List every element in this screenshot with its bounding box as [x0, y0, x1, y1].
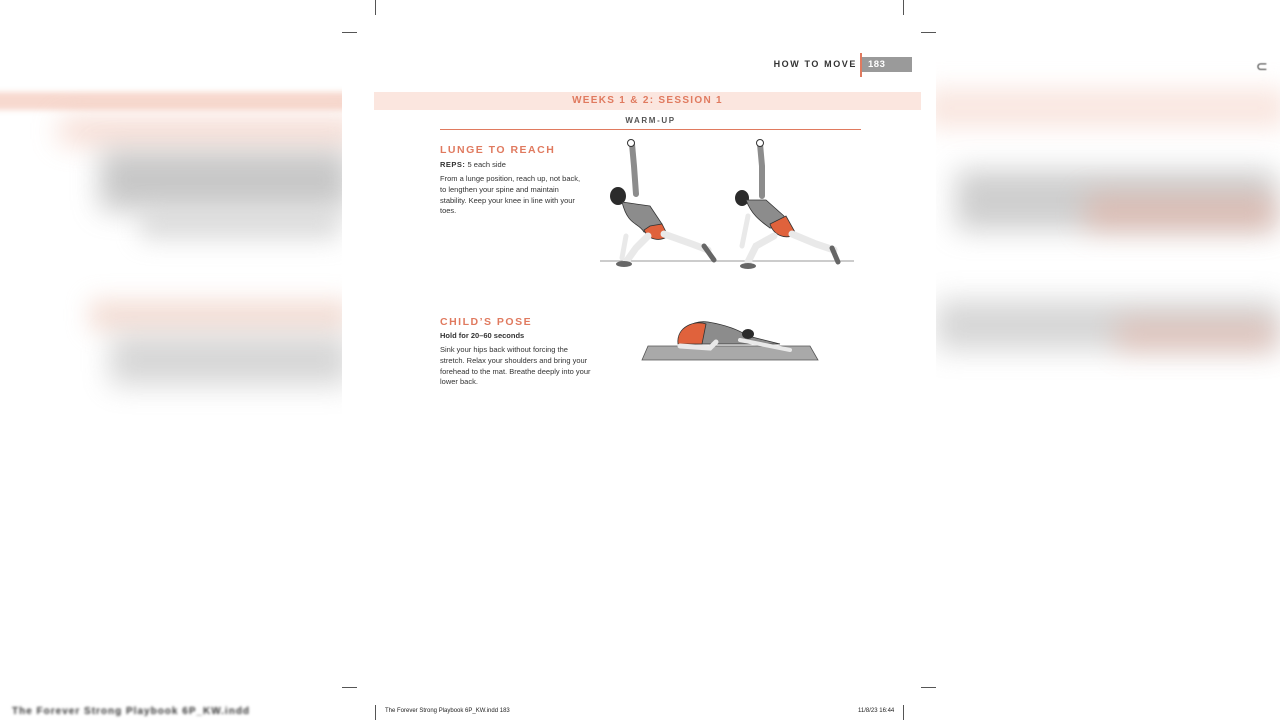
- blurred-left-page: [0, 0, 342, 720]
- exercise-description: Sink your hips back without forcing the stretch. Relax your shoulders and bring your forehead to the mat. Breathe deeply into your lower back.: [440, 345, 591, 387]
- reps-value: Hold for 20–60 seconds: [440, 331, 525, 340]
- crop-mark: [921, 687, 936, 688]
- lunge-to-reach-illustration: [596, 136, 858, 278]
- blurred-right-glyph: ⊂: [1256, 58, 1268, 74]
- childs-pose-illustration: [640, 316, 820, 364]
- slug-file-info: The Forever Strong Playbook 6P_KW.indd 183: [385, 708, 510, 714]
- exercise-reps: [440, 160, 506, 169]
- blurred-right-page: [936, 0, 1280, 720]
- blurred-slug-text: The Forever Strong Playbook 6P_KW.indd: [12, 706, 251, 717]
- running-head: HOW TO MOVE: [773, 59, 857, 69]
- session-title: WEEKS 1 & 2: SESSION 1: [374, 92, 921, 110]
- exercise-description: From a lunge position, reach up, not back, to lengthen your spine and maintain stability. Keep your knee in line with your toes.: [440, 174, 581, 216]
- exercise-title: CHILD’S POSE: [440, 316, 533, 328]
- crop-mark: [375, 0, 376, 15]
- lunge-figure-right: [735, 140, 838, 270]
- crop-mark: [921, 32, 936, 33]
- exercise-reps: [440, 331, 524, 340]
- crop-mark: [342, 32, 357, 33]
- crop-mark: [903, 705, 904, 720]
- reps-label: REPS:: [440, 160, 466, 169]
- crop-mark: [375, 705, 376, 720]
- page-number: 183: [862, 57, 912, 72]
- crop-mark: [342, 687, 357, 688]
- lunge-figure-left: [610, 140, 714, 268]
- crop-mark: [903, 0, 904, 15]
- exercise-title: LUNGE TO REACH: [440, 144, 556, 156]
- section-label: WARM-UP: [625, 116, 676, 125]
- section-rule: [440, 129, 861, 130]
- slug-timestamp: 11/8/23 16:44: [858, 708, 895, 714]
- reps-value: 5 each side: [467, 160, 506, 169]
